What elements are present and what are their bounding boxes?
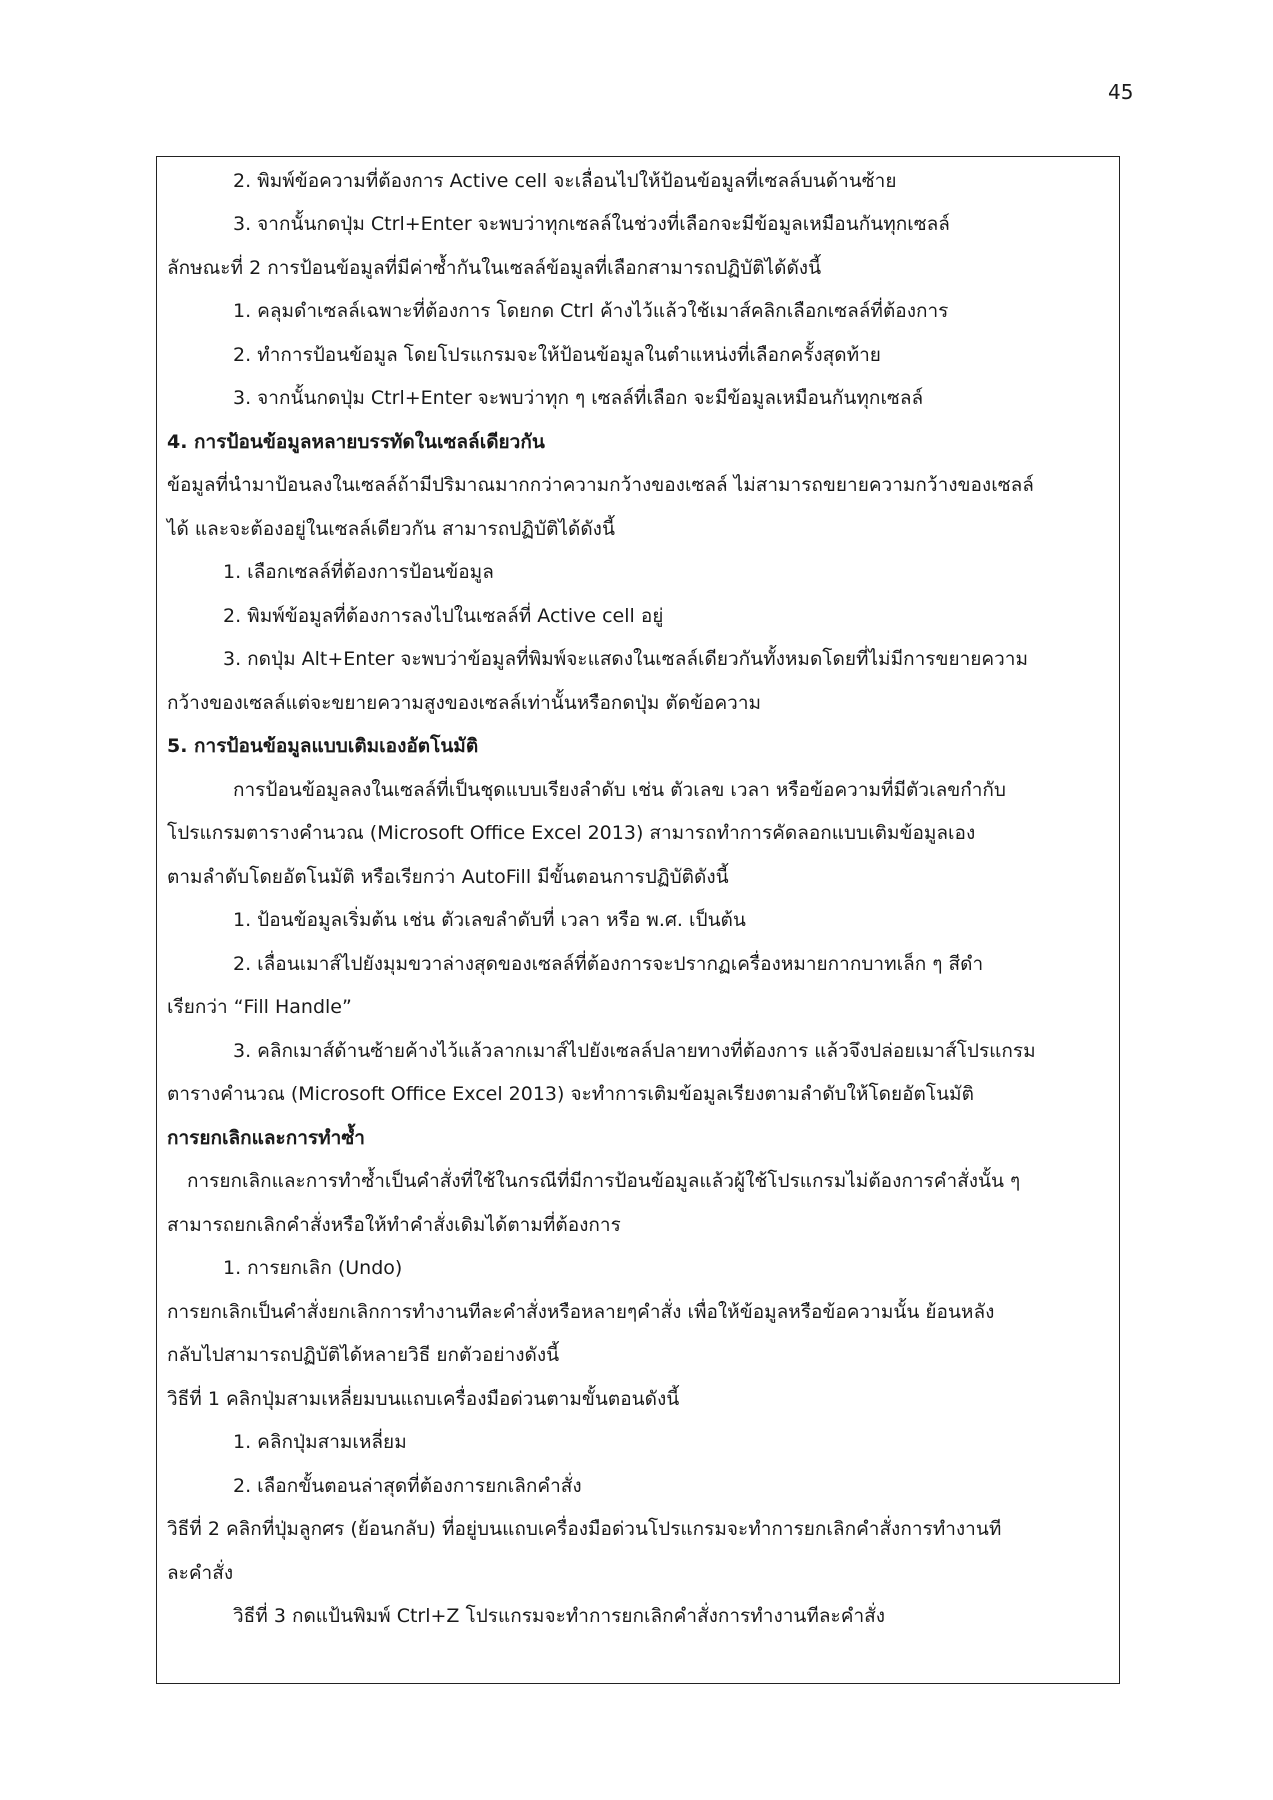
text-line: ตามลำดับโดยอัตโนมัติ หรือเรียกว่า AutoFill มีขั้นตอนการปฏิบัติดังนี้ bbox=[167, 866, 729, 888]
text-line: ละคำสั่ง bbox=[167, 1562, 234, 1584]
text-line: วิธีที่ 3 กดแป้นพิมพ์ Ctrl+Z โปรแกรมจะทำการยกเลิกคำสั่งการทำงานทีละคำสั่ง bbox=[233, 1605, 886, 1627]
text-line: 1. ป้อนข้อมูลเริ่มต้น เช่น ตัวเลขลำดับที่ เวลา หรือ พ.ศ. เป็นต้น bbox=[233, 909, 746, 931]
text-line: 2. เลื่อนเมาส์ไปยังมุมขวาล่างสุดของเซลล์ที่ต้องการจะปรากฏเครื่องหมายกากบาทเล็ก ๆ สีดำ bbox=[233, 953, 984, 975]
text-line: กลับไปสามารถปฏิบัติได้หลายวิธี ยกตัวอย่างดังนี้ bbox=[167, 1344, 560, 1366]
text-line: 2. พิมพ์ข้อมูลที่ต้องการลงไปในเซลล์ที่ Active cell อยู่ bbox=[223, 605, 664, 627]
text-line: การป้อนข้อมูลลงในเซลล์ที่เป็นชุดแบบเรียงลำดับ เช่น ตัวเลข เวลา หรือข้อความที่มีตัวเลขกำกับ bbox=[233, 779, 1006, 801]
text-line: ลักษณะที่ 2 การป้อนข้อมูลที่มีค่าซ้ำกันในเซลล์ข้อมูลที่เลือกสามารถปฏิบัติได้ดังนี้ bbox=[167, 257, 822, 279]
text-line: 1. คลิกปุ่มสามเหลี่ยม bbox=[233, 1431, 407, 1453]
text-line: วิธีที่ 1 คลิกปุ่มสามเหลี่ยมบนแถบเครื่องมือด่วนตามขั้นตอนดังนี้ bbox=[167, 1388, 680, 1410]
text-line: เรียกว่า “Fill Handle” bbox=[167, 996, 352, 1018]
text-line: 1. คลุมดำเซลล์เฉพาะที่ต้องการ โดยกด Ctrl ค้างไว้แล้วใช้เมาส์คลิกเลือกเซลล์ที่ต้องการ bbox=[233, 300, 949, 322]
text-line: กว้างของเซลล์แต่จะขยายความสูงของเซลล์เท่านั้นหรือกดปุ่ม ตัดข้อความ bbox=[167, 692, 762, 714]
text-line: 1. การยกเลิก (Undo) bbox=[223, 1257, 403, 1279]
section-heading: การยกเลิกและการทำซ้ำ bbox=[167, 1127, 365, 1149]
text-line: การยกเลิกและการทำซ้ำเป็นคำสั่งที่ใช้ในกรณีที่มีการป้อนข้อมูลแล้วผู้ใช้โปรแกรมไม่ต้องการคำสั่งนั้น ๆ bbox=[187, 1170, 1021, 1192]
text-line: 3. กดปุ่ม Alt+Enter จะพบว่าข้อมูลที่พิมพ์จะแสดงในเซลล์เดียวกันทั้งหมดโดยที่ไม่มีการขยายความ bbox=[223, 648, 1028, 670]
text-line: ข้อมูลที่นำมาป้อนลงในเซลล์ถ้ามีปริมาณมากกว่าความกว้างของเซลล์ ไม่สามารถขยายความกว้างของเซลล์ bbox=[167, 474, 1034, 496]
text-line: 2. พิมพ์ข้อความที่ต้องการ Active cell จะเลื่อนไปให้ป้อนข้อมูลที่เซลล์บนด้านซ้าย bbox=[233, 170, 897, 192]
text-line: สามารถยกเลิกคำสั่งหรือให้ทำคำสั่งเดิมได้ตามที่ต้องการ bbox=[167, 1214, 621, 1236]
text-line: 3. จากนั้นกดปุ่ม Ctrl+Enter จะพบว่าทุกเซลล์ในช่วงที่เลือกจะมีข้อมูลเหมือนกันทุกเซลล์ bbox=[233, 213, 950, 235]
section-heading: 4. การป้อนข้อมูลหลายบรรทัดในเซลล์เดียวกัน bbox=[167, 431, 545, 453]
text-line: การยกเลิกเป็นคำสั่งยกเลิกการทำงานทีละคำสั่งหรือหลายๆคำสั่ง เพื่อให้ข้อมูลหรือข้อความนั้น ย้อนหลัง bbox=[167, 1301, 995, 1323]
content-frame bbox=[156, 156, 1120, 1684]
text-line: โปรแกรมตารางคำนวณ (Microsoft Office Excel 2013) สามารถทำการคัดลอกแบบเติมข้อมูลเอง bbox=[167, 822, 976, 844]
page-number: 45 bbox=[1108, 80, 1134, 104]
text-line: 1. เลือกเซลล์ที่ต้องการป้อนข้อมูล bbox=[223, 561, 494, 583]
text-line: 2. เลือกขั้นตอนล่าสุดที่ต้องการยกเลิกคำสั่ง bbox=[233, 1475, 582, 1497]
text-line: 2. ทำการป้อนข้อมูล โดยโปรแกรมจะให้ป้อนข้อมูลในตำแหน่งที่เลือกครั้งสุดท้าย bbox=[233, 344, 881, 366]
text-line: 3. จากนั้นกดปุ่ม Ctrl+Enter จะพบว่าทุก ๆ เซลล์ที่เลือก จะมีข้อมูลเหมือนกันทุกเซลล์ bbox=[233, 387, 924, 409]
text-line: ตารางคำนวณ (Microsoft Office Excel 2013) จะทำการเติมข้อมูลเรียงตามลำดับให้โดยอัตโนมัติ bbox=[167, 1083, 974, 1105]
text-line: 3. คลิกเมาส์ด้านซ้ายค้างไว้แล้วลากเมาส์ไปยังเซลล์ปลายทางที่ต้องการ แล้วจึงปล่อยเมาส์โปรแกรม bbox=[233, 1040, 1036, 1062]
text-line: วิธีที่ 2 คลิกที่ปุ่มลูกศร (ย้อนกลับ) ที่อยู่บนแถบเครื่องมือด่วนโปรแกรมจะทำการยกเลิกคำสั่งการทำงานที bbox=[167, 1518, 1002, 1540]
section-heading: 5. การป้อนข้อมูลแบบเติมเองอัตโนมัติ bbox=[167, 735, 479, 757]
text-line: ได้ และจะต้องอยู่ในเซลล์เดียวกัน สามารถปฏิบัติได้ดังนี้ bbox=[167, 518, 615, 540]
